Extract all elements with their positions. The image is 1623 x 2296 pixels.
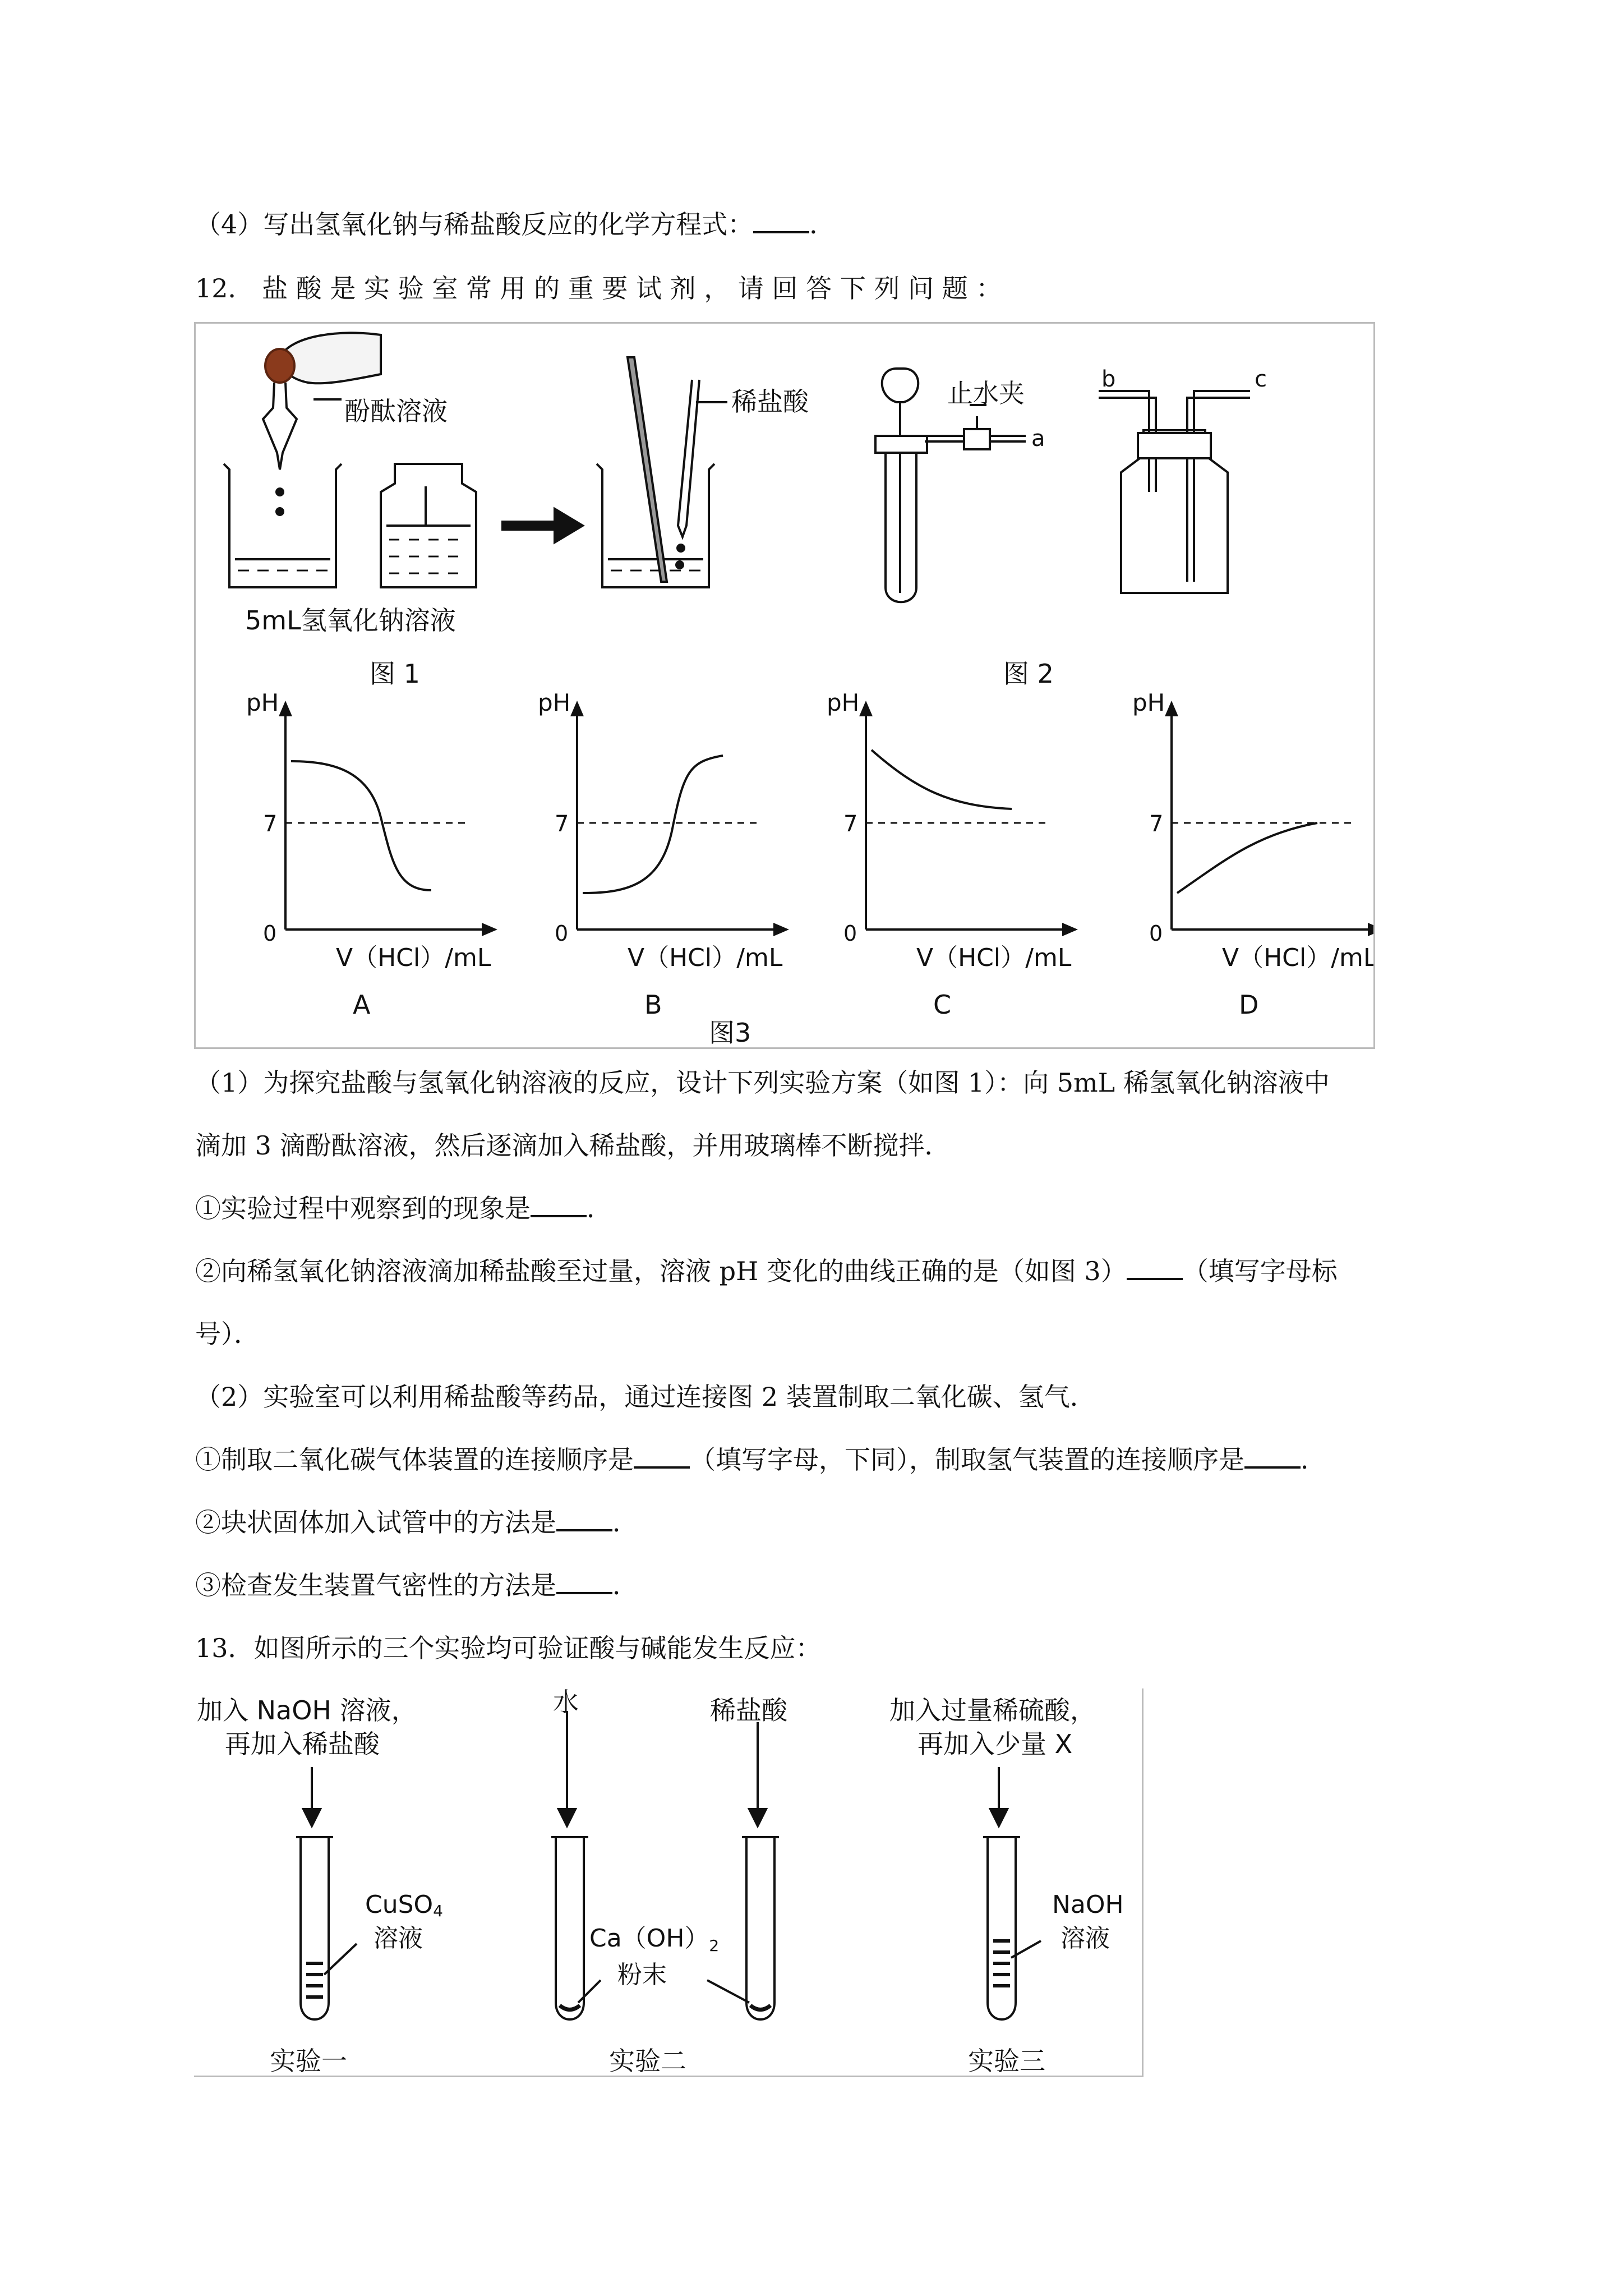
ph-curve [583, 756, 723, 893]
label-a: a [1031, 426, 1045, 452]
punct: ． [1301, 1444, 1326, 1475]
graph-letter: C [933, 990, 952, 1020]
label-phenolphthalein: 酚酞溶液 [344, 396, 448, 426]
tick-7: 7 [263, 811, 278, 837]
exp2-side-line2: 粉末 [617, 1961, 667, 1989]
x-axis-arrow [1062, 923, 1078, 936]
y-axis-arrow [570, 701, 584, 716]
label-dilute-hcl: 稀盐酸 [731, 386, 809, 417]
y-axis-label: pH [538, 689, 571, 716]
q12-part1-d-text: ②向稀氢氧化钠溶液滴加稀盐酸至过量，溶液 pH 变化的曲线正确的是（如图 3） [195, 1256, 1127, 1286]
q12-title: 12． 盐 酸 是 实 验 室 常 用 的 重 要 试 剂 ， 请 回 答 下 列 问 题 ： [195, 273, 1002, 303]
q12-part2-d-text: ③检查发生装置气密性的方法是 [195, 1570, 556, 1600]
exp2-top-water: 水 [553, 1688, 579, 1717]
test-tube-exp1 [301, 1837, 329, 2019]
exp2-top-hcl: 稀盐酸 [710, 1695, 787, 1726]
q12-part1-c-text: ①实验过程中观察到的现象是 [195, 1193, 531, 1223]
beaker-1 [224, 464, 342, 587]
answer-blank[interactable] [634, 1444, 690, 1469]
label-water-clamp: 止水夹 [947, 378, 1025, 408]
q12-part2-a: （2）实验室可以利用稀盐酸等药品，通过连接图 2 装置制取二氧化碳、氢气． [195, 1382, 1096, 1412]
thistle-funnel [882, 369, 919, 402]
caption-fig3: 图3 [709, 1018, 751, 1047]
exp1-cuso: CuSO [365, 1890, 434, 1919]
ph-curve [872, 750, 1012, 809]
exp2-sub2: 2 [709, 1936, 720, 1955]
caption-exp2: 实验二 [609, 2046, 686, 2076]
caption-exp3: 实验三 [968, 2046, 1045, 2076]
exp3-side-line2: 溶液 [1061, 1924, 1110, 1953]
q12-part1-a: （1）为探究盐酸与氢氧化钠溶液的反应，设计下列实验方案（如图 1）：向 5mL 稀氢氧化钠溶液中 [195, 1068, 1330, 1098]
test-tube-exp2-b [746, 1837, 774, 2019]
ph-graph-b [538, 689, 789, 1020]
q12-part1-e: 号）． [195, 1319, 260, 1349]
q12-part1-c [195, 1191, 612, 1225]
graph-letter: B [644, 990, 662, 1020]
ph-curve [291, 761, 431, 890]
x-axis-label: V（HCl）/mL [916, 944, 1072, 972]
x-axis-arrow [482, 923, 497, 936]
x-axis-label: V（HCl）/mL [336, 944, 491, 972]
ph-graph-c [827, 689, 1078, 1020]
figure-3-graphs [246, 689, 1373, 1020]
answer-blank[interactable] [556, 1570, 612, 1594]
graph-letter: D [1239, 990, 1259, 1020]
figure-12-svg [196, 324, 1373, 1047]
tick-7: 7 [1149, 811, 1164, 837]
origin-label: 0 [263, 921, 277, 946]
glass-rod [628, 357, 667, 582]
caption-exp1: 实验一 [270, 2046, 347, 2076]
q13-title: 13．如图所示的三个实验均可验证酸与碱能发生反应： [195, 1633, 822, 1663]
x-axis-label: V（HCl）/mL [1222, 944, 1373, 972]
dropper-bulb [265, 349, 294, 383]
x-axis-arrow [773, 923, 789, 936]
exp2-side-line1 [589, 1924, 719, 1955]
answer-blank[interactable] [1244, 1444, 1301, 1469]
answer-blank[interactable] [753, 209, 809, 233]
label-naoh-solution: 5mL氢氧化钠溶液 [245, 605, 456, 636]
answer-blank[interactable] [531, 1193, 587, 1217]
answer-blank[interactable] [556, 1507, 612, 1531]
q12-part2-b [195, 1443, 1326, 1476]
q12-part1-b: 滴加 3 滴酚酞溶液，然后逐滴加入稀盐酸，并用玻璃棒不断搅拌． [195, 1130, 951, 1161]
q12-part2-c-text: ②块状固体加入试管中的方法是 [195, 1507, 556, 1538]
exp2-caoh: Ca（OH） [589, 1924, 709, 1953]
caption-fig1: 图 1 [370, 659, 420, 689]
tick-7: 7 [843, 811, 858, 837]
origin-label: 0 [1149, 921, 1163, 946]
origin-label: 0 [843, 921, 857, 946]
exp3-top-line2: 再加入少量 X [917, 1729, 1073, 1759]
punct: ． [612, 1570, 638, 1600]
exp1-side-line1 [365, 1890, 443, 1920]
y-axis-arrow [859, 701, 873, 716]
x-axis-label: V（HCl）/mL [628, 944, 783, 972]
test-tube-exp2-a [556, 1837, 584, 2019]
exp3-top-line1: 加入过量稀硫酸， [889, 1695, 1096, 1726]
exp1-sub4: 4 [433, 1902, 443, 1920]
q12-part2-b-mid: （填写字母，下同），制取氢气装置的连接顺序是 [690, 1444, 1244, 1475]
punct: ． [587, 1193, 612, 1223]
q12-part1-d-end: （填写字母标 [1182, 1256, 1338, 1286]
q12-part2-d [195, 1568, 638, 1602]
exp1-top-line2: 再加入稀盐酸 [225, 1729, 380, 1759]
y-axis-label: pH [1132, 689, 1165, 716]
dropper-icon [263, 383, 297, 470]
label-b: b [1101, 366, 1116, 392]
y-axis-arrow [279, 701, 292, 716]
q12-part1-d [195, 1254, 1338, 1288]
q11-part4-text: （4）写出氢氧化钠与稀盐酸反应的化学方程式： [195, 209, 754, 240]
exp3-side-line1: NaOH [1052, 1890, 1124, 1919]
label-c: c [1255, 366, 1267, 392]
ph-curve [1177, 823, 1317, 893]
tick-7: 7 [555, 811, 569, 837]
test-tube-exp3 [988, 1837, 1016, 2019]
ph-graph-a [246, 689, 497, 1020]
punct: ． [612, 1507, 638, 1538]
q12-part2-b-text: ①制取二氧化碳气体装置的连接顺序是 [195, 1444, 634, 1475]
punct: ． [809, 209, 836, 240]
origin-label: 0 [555, 921, 569, 946]
ph-graph-d [1132, 689, 1373, 1020]
graph-letter: A [353, 990, 371, 1020]
figure-13-svg [194, 1688, 1142, 2076]
caption-fig2: 图 2 [1003, 659, 1054, 689]
y-axis-arrow [1165, 701, 1178, 716]
x-axis-arrow [1368, 923, 1373, 936]
q11-part4 [195, 208, 835, 241]
exp1-side-line2: 溶液 [374, 1924, 423, 1953]
answer-blank[interactable] [1127, 1255, 1183, 1280]
figure-13-box [194, 1688, 1144, 2077]
hand-icon [280, 333, 381, 383]
figure-12-box [194, 322, 1375, 1049]
exp1-top-line1: 加入 NaOH 溶液， [197, 1695, 417, 1726]
y-axis-label: pH [827, 689, 860, 716]
water-clamp [964, 429, 990, 449]
y-axis-label: pH [246, 689, 279, 716]
q12-part2-c [195, 1506, 638, 1539]
